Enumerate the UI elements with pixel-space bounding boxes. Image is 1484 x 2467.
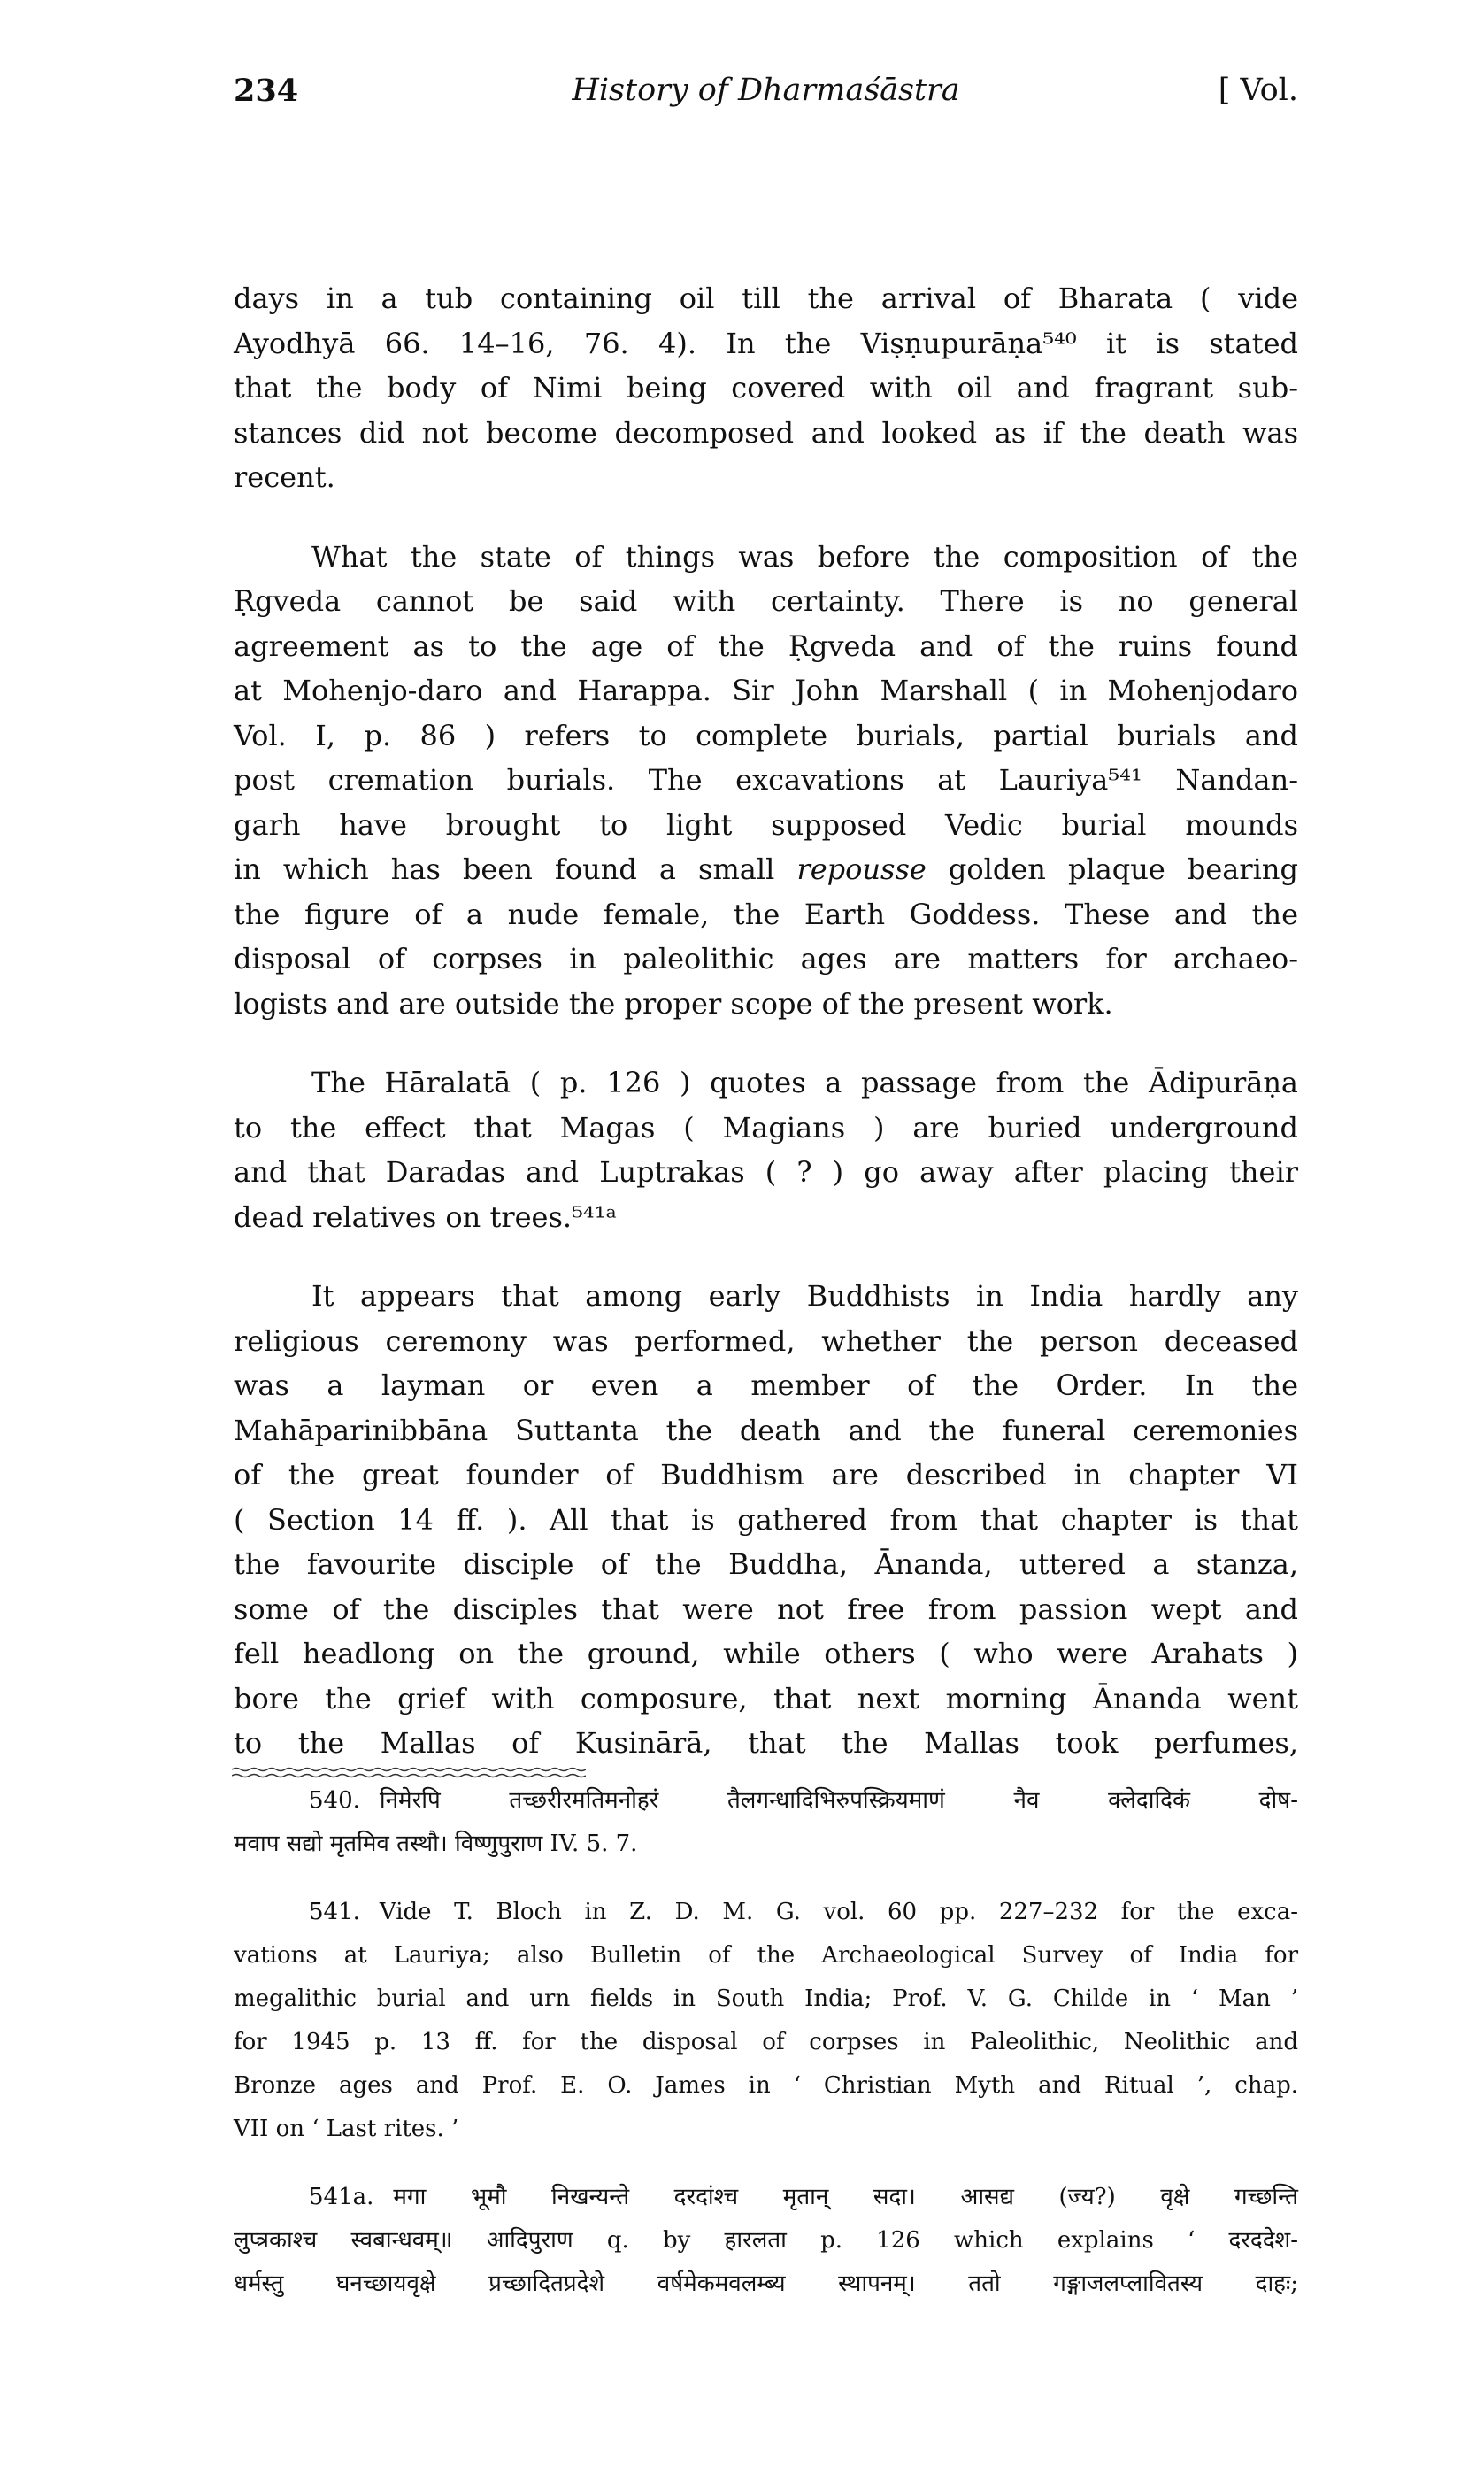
text-line: and that Daradas and Luptrakas ( ? ) go away after placing their bbox=[234, 1155, 1298, 1189]
footnote-540 bbox=[234, 1779, 1298, 1866]
running-title: History of Dharmaśāstra bbox=[572, 73, 960, 108]
footnote-number: 541. bbox=[309, 1899, 360, 1925]
paragraph-2 bbox=[234, 535, 1298, 1027]
text-line: megalithic burial and urn fields in South India; Prof. V. G. Childe in ‘ Man ’ bbox=[234, 1985, 1298, 2012]
text-line: post cremation burials. The excavations at Lauriya⁵⁴¹ Nandan- bbox=[234, 763, 1298, 797]
text-line: days in a tub containing oil till the arrival of Bharata ( vide bbox=[234, 281, 1298, 315]
text-line: dead relatives on trees.⁵⁴¹ᵃ bbox=[234, 1199, 617, 1234]
text-line: vations at Lauriya; also Bulletin of the Archaeological Survey of India for bbox=[234, 1942, 1298, 1969]
italic-term: repousse bbox=[796, 852, 927, 886]
text-line: recent. bbox=[234, 460, 335, 494]
footnotes bbox=[234, 1779, 1298, 2331]
text-line bbox=[234, 1779, 1298, 1823]
text-line: disposal of corpses in paleolithic ages are matters for archaeo- bbox=[234, 942, 1298, 975]
volume-label: [ Vol. bbox=[1218, 73, 1298, 108]
text-line: garh have brought to light supposed Vedic burial mounds bbox=[234, 807, 1298, 842]
text-line: The Hāralatā ( p. 126 ) quotes a passage from the Ādipurāṇa bbox=[311, 1066, 1298, 1099]
text-line: of the great founder of Buddhism are described in chapter VI bbox=[234, 1458, 1298, 1492]
text-line: stances did not become decomposed and looked as if the death was bbox=[234, 415, 1298, 450]
text-line: fell headlong on the ground, while others ( who were Arahats ) bbox=[234, 1637, 1298, 1670]
running-header bbox=[234, 73, 1298, 117]
text-line: was a layman or even a member of the Order. In the bbox=[234, 1368, 1298, 1402]
text-line: Mahāparinibbāna Suttanta the death and the funeral ceremonies bbox=[234, 1413, 1298, 1447]
paragraph-3 bbox=[234, 1060, 1298, 1239]
text-line: that the body of Nimi being covered with oil and fragrant sub- bbox=[234, 371, 1298, 405]
text-line: Vol. I, p. 86 ) refers to complete burials, partial burials and bbox=[234, 718, 1298, 752]
text-line: It appears that among early Buddhists in India hardly any bbox=[311, 1279, 1298, 1313]
text-segment: in which has been found a small bbox=[234, 852, 797, 886]
text-line bbox=[234, 2176, 1298, 2219]
text-line: the figure of a nude female, the Earth Goddess. These and the bbox=[234, 897, 1298, 931]
text-line: to the effect that Magas ( Magians ) are buried underground bbox=[234, 1110, 1298, 1145]
footnote-divider bbox=[232, 1766, 586, 1778]
main-text bbox=[234, 276, 1298, 1800]
text-line bbox=[234, 847, 1298, 892]
text-segment: मगा भूमौ निखन्यन्ते दरदांश्च मृतान् सदा। आसद्य (ज्य?) वृक्षे गच्छन्ति bbox=[393, 2184, 1298, 2210]
text-line: some of the disciples that were not free from passion wept and bbox=[234, 1592, 1298, 1626]
text-line: ( Section 14 ff. ). All that is gathered from that chapter is that bbox=[234, 1502, 1298, 1537]
text-line: मवाप सद्यो मृतमिव तस्थौ। विष्णुपुराण IV. 5. 7. bbox=[234, 1831, 638, 1857]
paragraph-1 bbox=[234, 276, 1298, 500]
text-line: Ṛgveda cannot be said with certainty. There is no general bbox=[234, 584, 1298, 618]
text-line: धर्मस्तु घनच्छायवृक्षे प्रच्छादितप्रदेशे वर्षमेकमवलम्ब्य स्थापनम्। ततो गङ्गाजलप्लावितस्य दाहः; bbox=[234, 2270, 1298, 2297]
footnote-541 bbox=[234, 1891, 1298, 2151]
text-line: Bronze ages and Prof. E. O. James in ‘ Christian Myth and Ritual ’, chap. bbox=[234, 2072, 1298, 2099]
footnote-541a bbox=[234, 2176, 1298, 2306]
text-segment: Vide T. Bloch in Z. D. M. G. vol. 60 pp. 227–232 for the exca- bbox=[379, 1899, 1298, 1925]
text-line: bore the grief with composure, that next morning Ānanda went bbox=[234, 1681, 1298, 1715]
paragraph-4 bbox=[234, 1274, 1298, 1766]
text-line: for 1945 p. 13 ff. for the disposal of corpses in Paleolithic, Neolithic and bbox=[234, 2029, 1298, 2055]
text-line: Ayodhyā 66. 14–16, 76. 4). In the Viṣṇupurāṇa⁵⁴⁰ it is stated bbox=[234, 326, 1298, 360]
page-number: 234 bbox=[234, 73, 299, 109]
text-line: logists and are outside the proper scope of the present work. bbox=[234, 986, 1113, 1021]
text-line: at Mohenjo-daro and Harappa. Sir John Marshall ( in Mohenjodaro bbox=[234, 674, 1298, 707]
text-line: VII on ‘ Last rites. ’ bbox=[234, 2116, 459, 2142]
text-line: to the Mallas of Kusinārā, that the Mallas took perfumes, bbox=[234, 1726, 1298, 1760]
text-segment: golden plaque bearing bbox=[926, 852, 1299, 886]
text-line bbox=[234, 1891, 1298, 1934]
text-line: लुप्त्रकाश्च स्वबान्धवम्॥ आदिपुराण q. by हारलता p. 126 which explains ‘ दरददेश- bbox=[234, 2227, 1298, 2254]
text-segment: निमेरपि तच्छरीरमतिमनोहरं तैलगन्धादिभिरुपस्क्रियमाणं नैव क्लेदादिकं दोष- bbox=[379, 1787, 1298, 1814]
text-line: the favourite disciple of the Buddha, Ānanda, uttered a stanza, bbox=[234, 1547, 1298, 1581]
text-line: religious ceremony was performed, whether the person deceased bbox=[234, 1323, 1298, 1358]
text-line: What the state of things was before the composition of the bbox=[311, 539, 1298, 574]
footnote-number: 540. bbox=[309, 1787, 360, 1814]
footnote-number: 541a. bbox=[309, 2184, 374, 2210]
text-line: agreement as to the age of the Ṛgveda and of the ruins found bbox=[234, 628, 1298, 663]
